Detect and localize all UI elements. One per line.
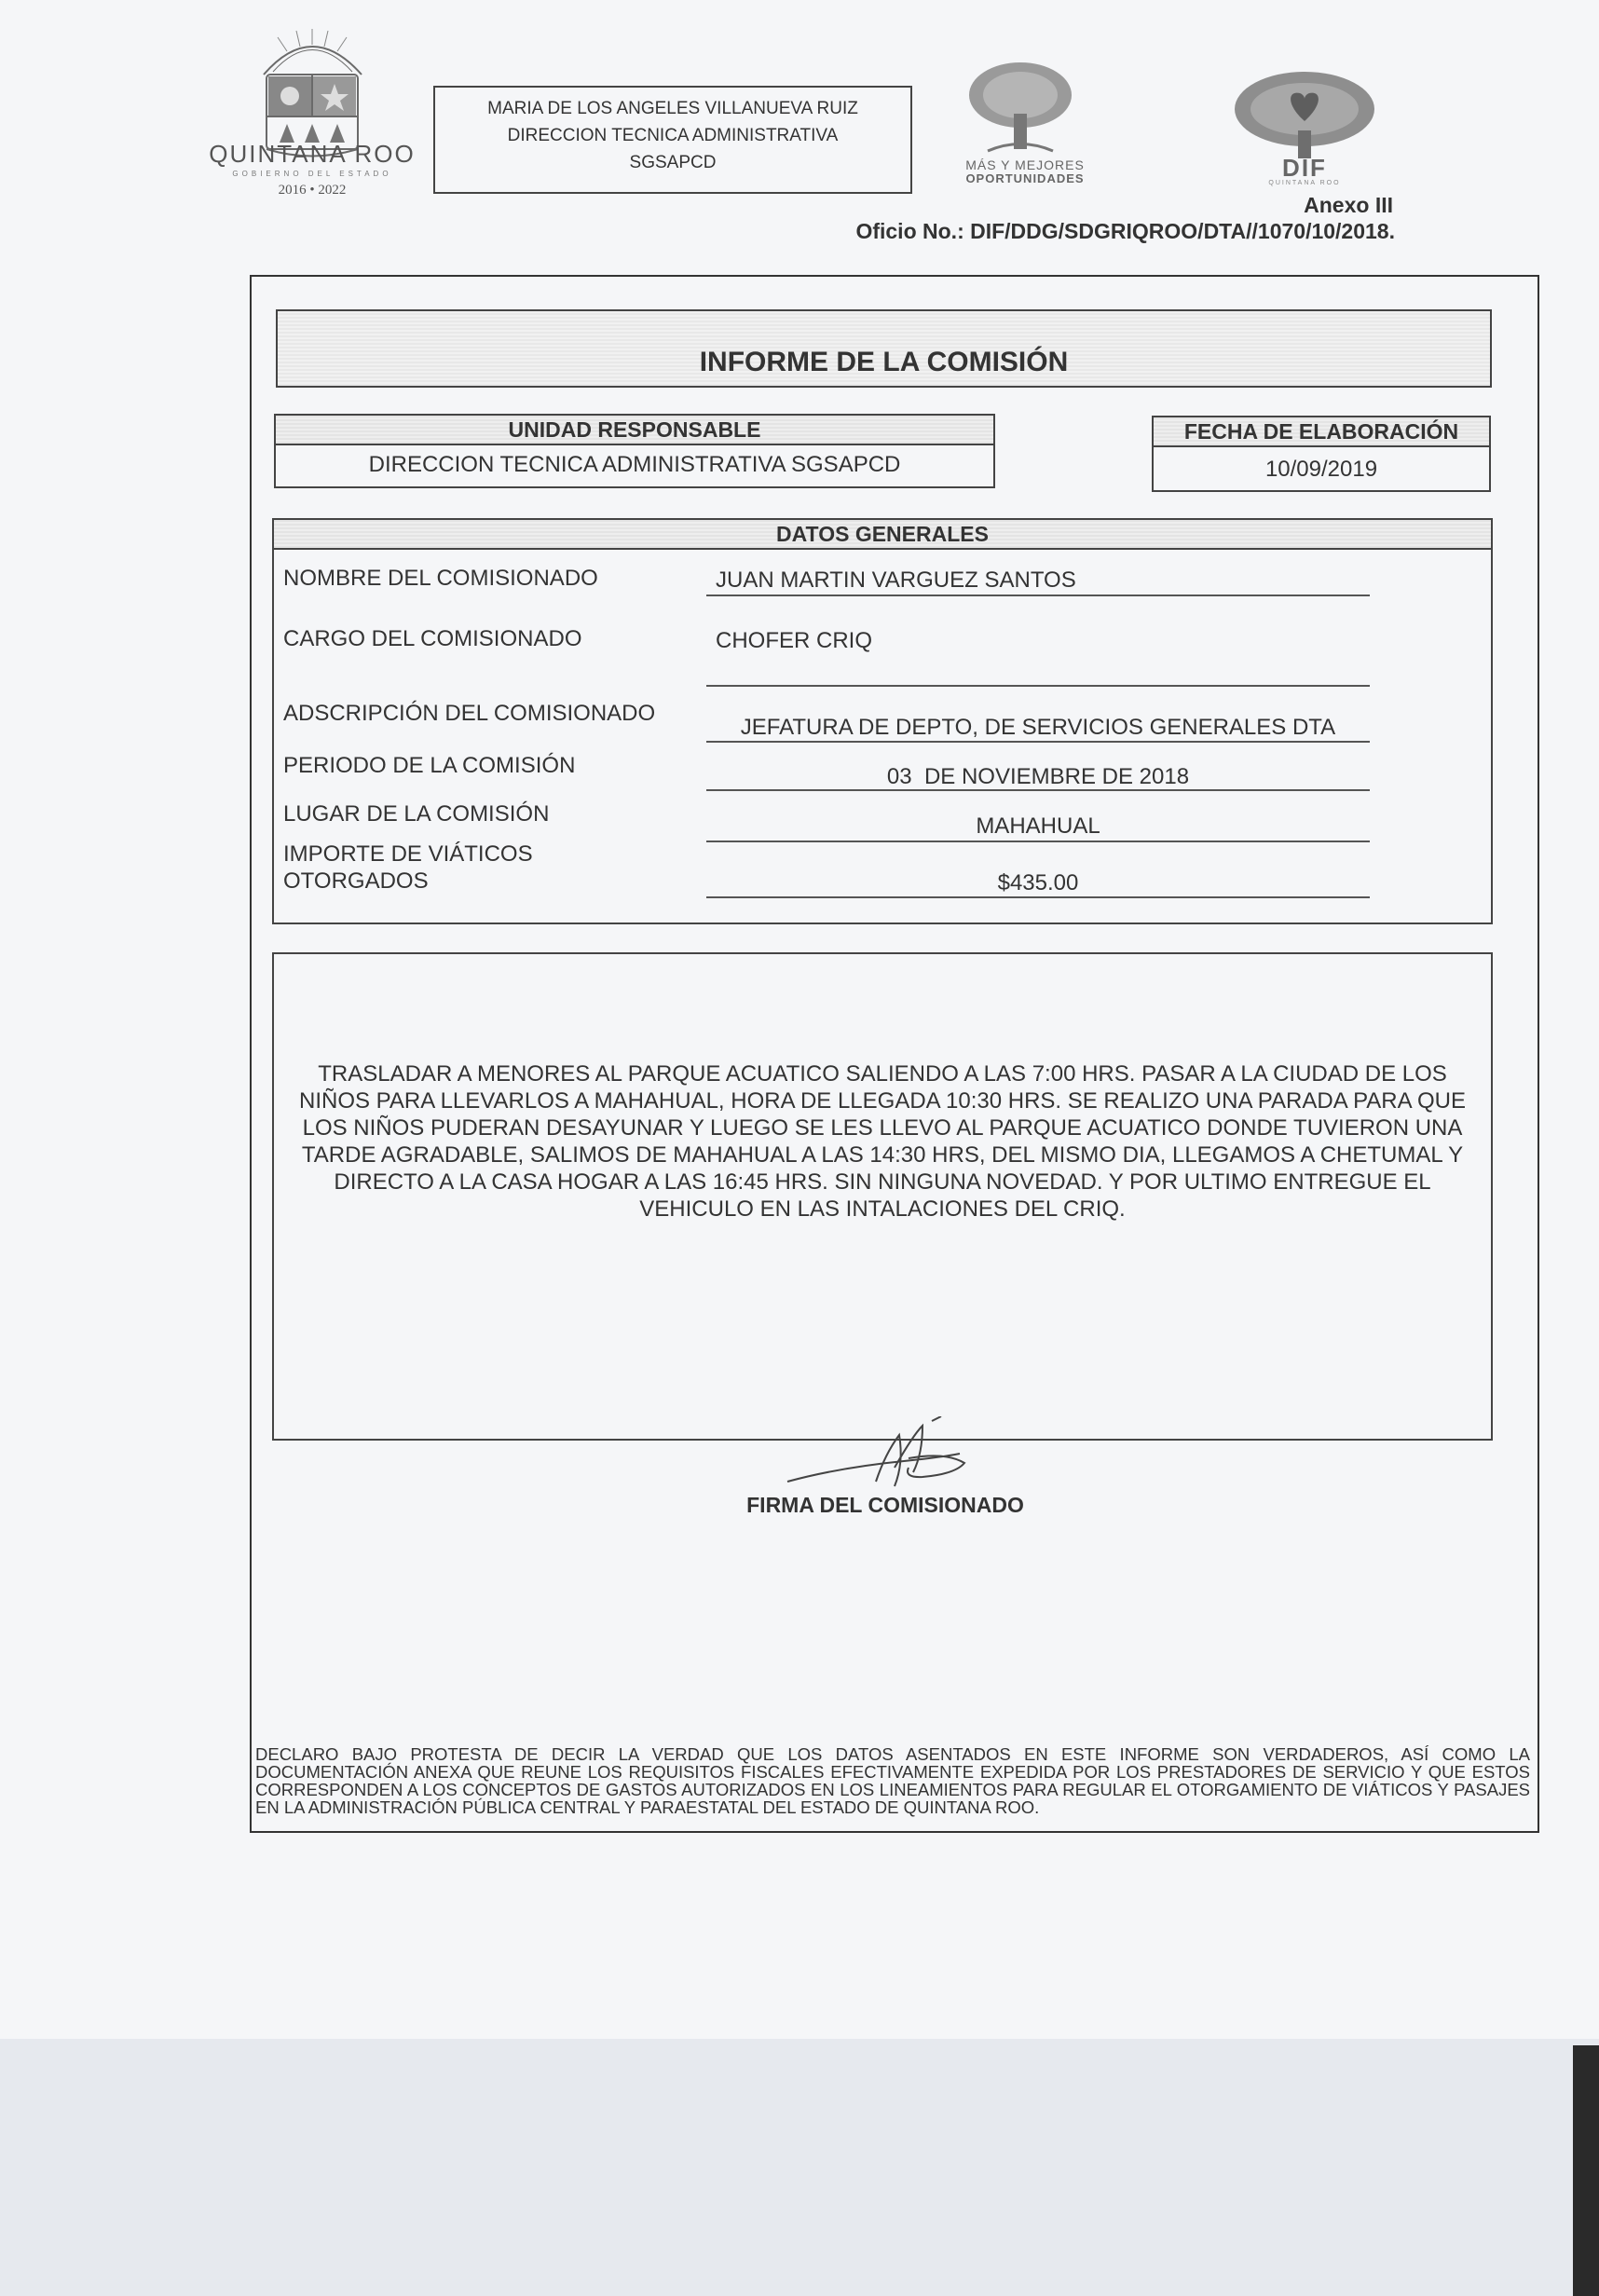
field-underline — [706, 594, 1370, 596]
state-logo-name: QUINTANA ROO — [209, 140, 416, 168]
scan-edge — [1573, 2045, 1599, 2296]
field-value-cargo: CHOFER CRIQ — [716, 628, 872, 653]
field-label-lugar: LUGAR DE LA COMISIÓN — [283, 801, 550, 827]
field-underline — [706, 840, 1370, 842]
issuer-unit: SGSAPCD — [629, 153, 717, 172]
field-label-periodo: PERIODO DE LA COMISIÓN — [283, 753, 576, 778]
field-value-adscripcion: JEFATURA DE DEPTO, DE SERVICIOS GENERALES DTA — [740, 715, 1336, 740]
dif-logo-subtitle: QUINTANA ROO — [1268, 180, 1341, 186]
declaration-text: DECLARO BAJO PROTESTA DE DECIR LA VERDAD QUE LOS DATOS ASENTADOS EN ESTE INFORME SON VERDADEROS, ASÍ COMO LA DOCUMENTACIÓN ANEXA QUE REUNE LOS REQUISITOS FISCALES EFECTIVAMENTE EXPEDIDA POR LOS PRESTADORES DE SERVICIO Y QUE ESTOS CORRESPONDEN A LOS CONCEPTOS DE GASTOS AUTORIZADOS EN LOS LINEAMIENTOS PARA REGULAR EL OTORGAMIENTO DE VIÁTICOS Y PASAJES EN LA ADMINISTRACIÓN PÚBLICA CENTRAL Y PARAESTATAL DEL ESTADO DE QUINTANA ROO. — [255, 1744, 1530, 1817]
unidad-responsable-value: DIRECCION TECNICA ADMINISTRATIVA SGSAPCD — [368, 452, 901, 477]
unidad-responsable-label: UNIDAD RESPONSABLE — [276, 416, 993, 445]
field-label-importe: IMPORTE DE VIÁTICOS OTORGADOS — [283, 841, 533, 894]
field-value-importe: $435.00 — [997, 870, 1079, 895]
field-value-lugar: MAHAHUAL — [976, 813, 1100, 839]
field-label-cargo: CARGO DEL COMISIONADO — [283, 626, 582, 651]
field-underline — [706, 789, 1370, 791]
field-value-nombre: JUAN MARTIN VARGUEZ SANTOS — [716, 567, 1076, 593]
form-title: INFORME DE LA COMISIÓN — [699, 347, 1069, 377]
field-label-nombre: NOMBRE DEL COMISIONADO — [283, 566, 598, 591]
field-label-adscripcion: ADSCRIPCIÓN DEL COMISIONADO — [283, 701, 656, 726]
tree-logo-icon — [950, 58, 1090, 160]
dif-tree-logo-icon — [1230, 67, 1379, 165]
annex-label: Anexo III — [1304, 193, 1393, 217]
fecha-elaboracion-label: FECHA DE ELABORACIÓN — [1154, 417, 1489, 447]
issuer-box — [433, 86, 912, 194]
state-logo-subtitle: GOBIERNO DEL ESTADO — [232, 170, 392, 178]
program-logo-line2: OPORTUNIDADES — [965, 171, 1085, 185]
oficio-number: Oficio No.: DIF/DDG/SDGRIQROO/DTA//1070/10/2018. — [855, 219, 1395, 243]
issuer-name: MARIA DE LOS ANGELES VILLANUEVA RUIZ — [487, 99, 858, 118]
datos-generales-label: DATOS GENERALES — [274, 520, 1491, 550]
field-underline — [706, 685, 1370, 687]
field-value-periodo: 03 DE NOVIEMBRE DE 2018 — [886, 764, 1190, 789]
scan-background — [0, 2039, 1599, 2296]
program-logo-line1: MÁS Y MEJORES — [965, 157, 1085, 172]
fecha-elaboracion-value: 10/09/2019 — [1264, 457, 1378, 482]
field-underline — [706, 896, 1370, 898]
commission-description: TRASLADAR A MENORES AL PARQUE ACUATICO SALIENDO A LAS 7:00 HRS. PASAR A LA CIUDAD DE LOS NIÑOS PARA LLEVARLOS A MAHAHUAL, HORA DE LLEGADA 10:30 HRS. SE REALIZO UNA PARADA PARA QUE LOS NIÑOS PUDERAN DESAYUNAR Y LUEGO SE LES LLEVO AL PARQUE ACUATICO DONDE TUVIERON UNA TARDE AGRADABLE, SALIMOS DE MAHAHUAL A LAS 14:30 HRS, DEL MISMO DIA, LLEGAMOS A CHETUMAL Y DIRECTO A LA CASA HOGAR A LAS 16:45 HRS. SIN NINGUNA NOVEDAD. Y POR ULTIMO ENTREGUE EL VEHICULO EN LAS INTALACIONES DEL CRIQ. — [298, 1061, 1466, 1222]
signature-mark — [783, 1416, 997, 1505]
state-logo-years: 2016 • 2022 — [278, 183, 347, 198]
dif-logo-name: DIF — [1282, 154, 1327, 182]
signature-label: FIRMA DEL COMISIONADO — [746, 1493, 1024, 1517]
field-underline — [706, 741, 1370, 743]
issuer-department: DIRECCION TECNICA ADMINISTRATIVA — [507, 126, 839, 145]
